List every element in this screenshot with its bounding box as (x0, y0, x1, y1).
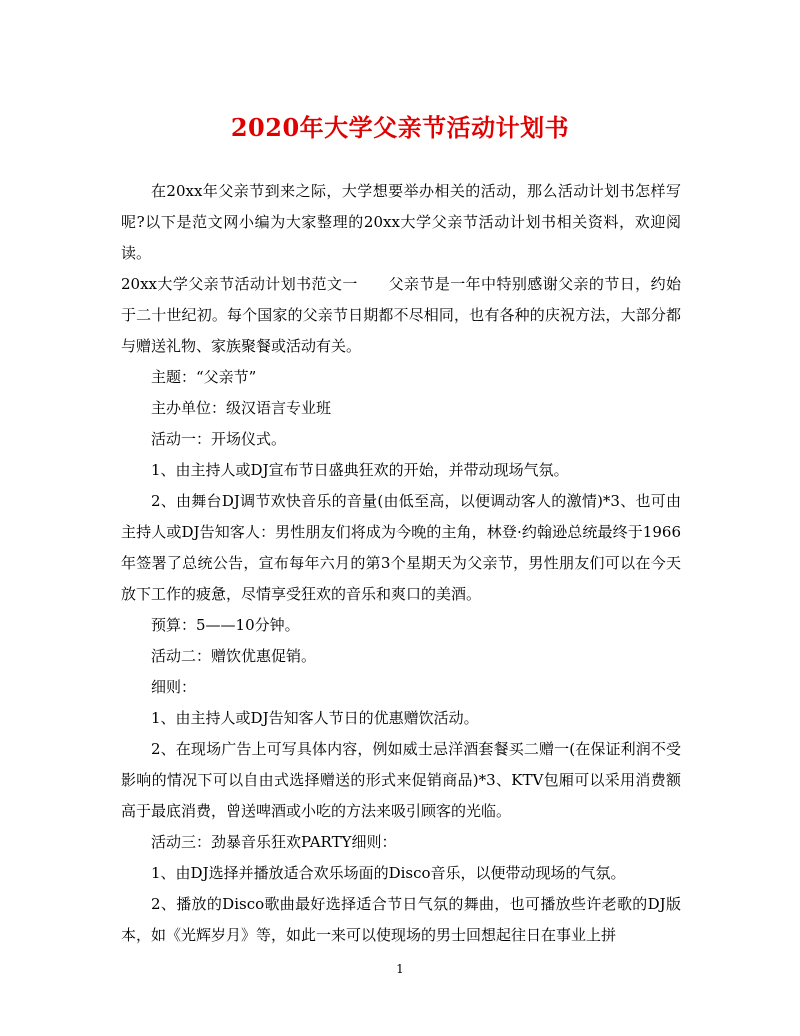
activity-3-heading: 活动三：劲暴音乐狂欢PARTY细则： (151, 833, 397, 851)
section-paragraph: 20xx大学父亲节活动计划书范文一 父亲节是一年中特别感谢父亲的节日，约始于二十世纪初。每个国家的父亲节日期都不尽相同，也有各种的庆祝方法，大部分都与赠送礼物、家族聚餐或活动有关。 (121, 275, 681, 355)
intro-paragraph: 在20xx年父亲节到来之际，大学想要举办相关的活动，那么活动计划书怎样写呢?以下是范文网小编为大家整理的20xx大学父亲节活动计划书相关资料，欢迎阅读。 (121, 182, 681, 262)
list-item: 1、由DJ选择并播放适合欢乐场面的Disco音乐，以便带动现场的气氛。 (151, 864, 626, 882)
details-label: 细则： (151, 678, 197, 696)
budget-line: 预算：5——10分钟。 (151, 616, 300, 634)
list-item: 2、播放的Disco歌曲最好选择适合节日气氛的舞曲，也可播放些许老歌的DJ版本，如《光辉岁月》等，如此一来可以使现场的男士回想起往日在事业上拼 (121, 895, 681, 944)
organizer-line: 主办单位：级汉语言专业班 (151, 399, 332, 417)
document-title: 2020年大学父亲节活动计划书 (230, 113, 570, 142)
theme-line: 主题：“父亲节” (151, 368, 257, 386)
list-item: 1、由主持人或DJ告知客人节日的优惠赠饮活动。 (151, 709, 479, 727)
list-item: 1、由主持人或DJ宣布节日盛典狂欢的开始，并带动现场气氛。 (151, 461, 569, 479)
page-number: 1 (396, 962, 404, 976)
list-item: 2、在现场广告上可写具体内容，例如威士忌洋酒套餐买二赠一(在保证利润不受影响的情况下可以自由式选择赠送的形式来促销商品)*3、KTV包厢可以采用消费额高于最底消费，曾送啤酒或小吃的方法来吸引顾客的光临。 (121, 740, 681, 820)
list-item: 2、由舞台DJ调节欢快音乐的音量(由低至高，以便调动客人的激情)*3、也可由主持人或DJ告知客人：男性朋友们将成为今晚的主角，林登·约翰逊总统最终于1966年签署了总统公告，宣布每年六月的第3个星期天为父亲节，男性朋友们可以在今天放下工作的疲惫，尽情享受狂欢的音乐和爽口的美酒。 (121, 492, 681, 603)
activity-1-heading: 活动一：开场仪式。 (151, 430, 287, 448)
activity-2-heading: 活动二：赠饮优惠促销。 (151, 647, 317, 665)
document-body (121, 176, 681, 951)
